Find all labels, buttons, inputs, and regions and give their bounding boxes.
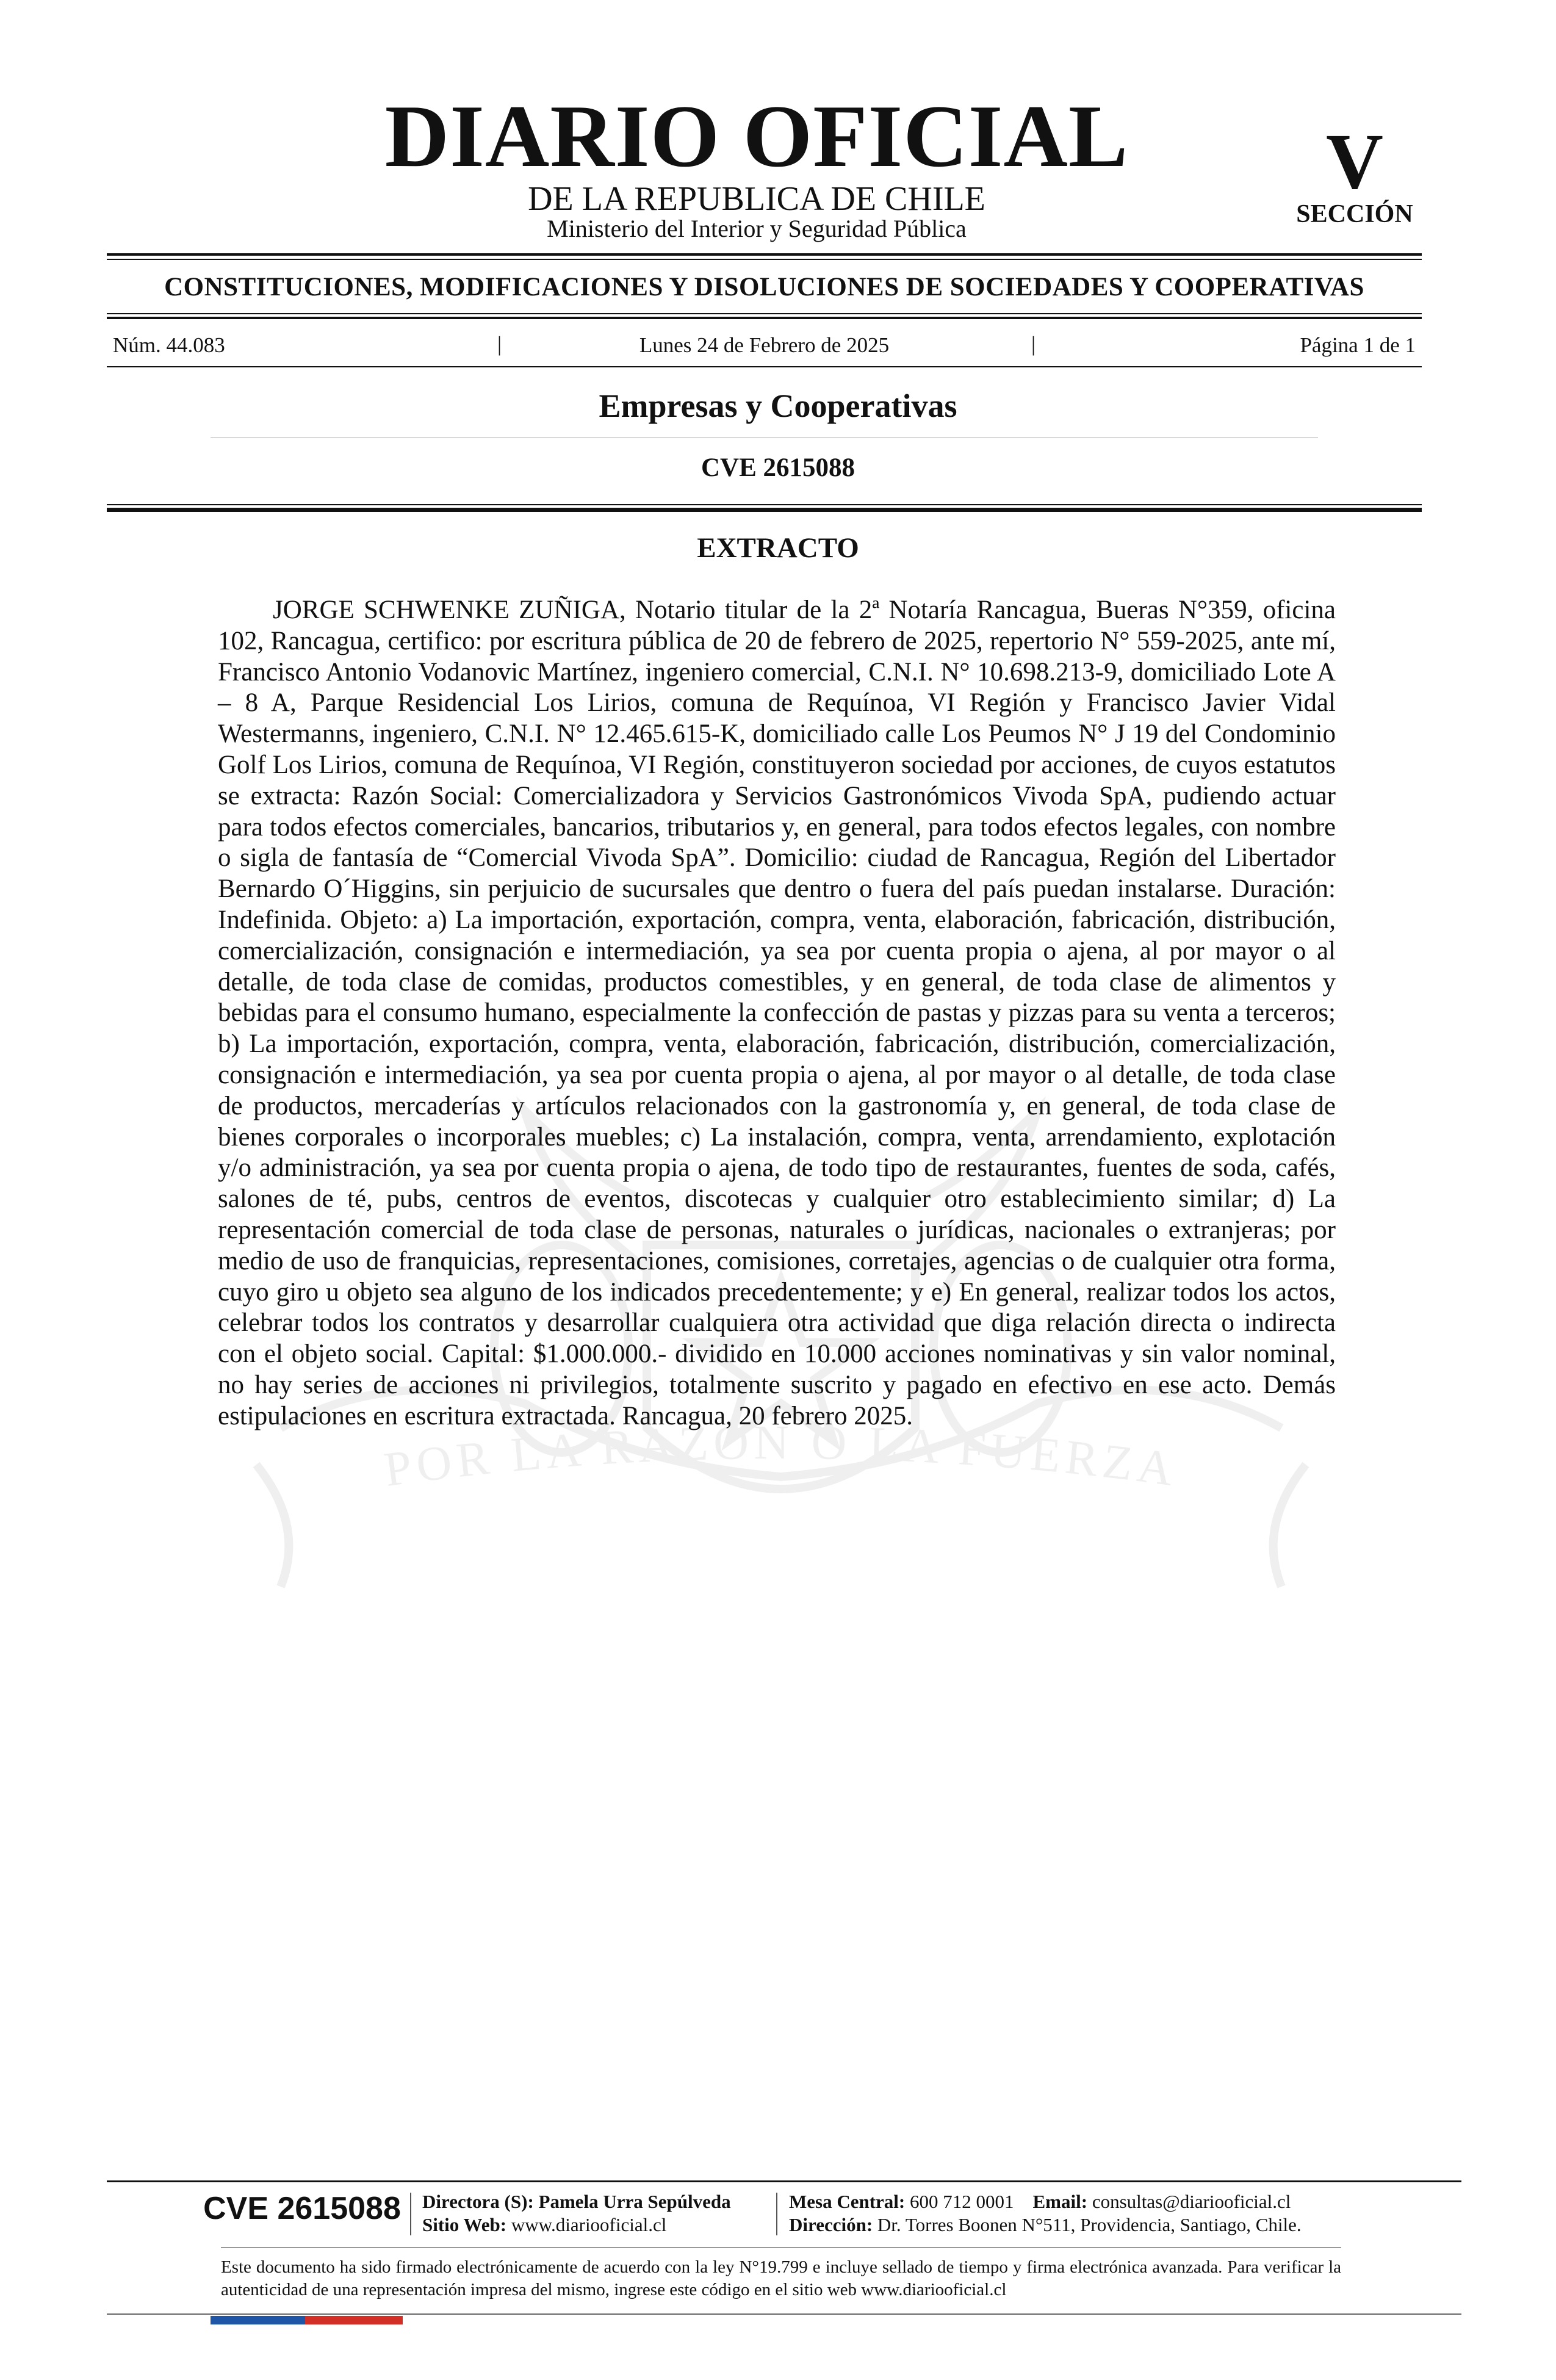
extract-body: JORGE SCHWENKE ZUÑIGA, Notario titular de la 2ª Notaría Rancagua, Bueras N°359, oficina 102, Rancagua, certifico: por escritura pública de 20 de febrero de 2025, repertorio N° 559-2025, ante mí, Francisco Antonio Vodanovic Martínez, ingeniero comercial, C.N.I. N° 10.698.213-9, domiciliado Lote A – 8 A, Parque Residencial Los Lirios, comuna de Requínoa, VI Región y Francisco Javier Vidal Westermanns, ingeniero, C.N.I. N° 12.465.615-K, domiciliado calle Los Peumos N° J 19 del Condominio Golf Los Lirios, comuna de Requínoa, VI Región, constituyeron sociedad por acciones, de cuyos estatutos se extracta: Razón Social: Comercializadora y Servicios Gastronómicos Vivoda SpA, pudiendo actuar para todos efectos comerciales, bancarios, tributarios y, en general, para todos efectos legales, con nombre o sigla de fantasía de “Comercial Vivoda SpA”. Domicilio: ciudad de Rancagua, Región del Libertador Bernardo O´Higgins, sin perjuicio de sucursales que dentro o fuera del país puedan instalarse. Duración: Indefinida. Objeto: a) La importación, exportación, compra, venta, elaboración, fabricación, distribución, comercialización, consignación e intermediación, ya sea por cuenta propia o ajena, al por mayor o al detalle, de toda clase de comidas, productos comestibles, y en general, de toda clase de alimentos y bebidas para el consumo humano, especialmente la confección de pastas y pizzas para su venta a terceros; b) La importación, exportación, compra, venta, elaboración, fabricación, distribución, comercialización, consignación e intermediación, ya sea por cuenta propia o ajena, al por mayor o al detalle, de toda clase de productos, mercaderías y artículos relacionados con la gastronomía y, en general, de toda clase de bienes corporales o incorporales muebles; c) La instalación, compra, venta, arrendamiento, explotación y/o administración, ya sea por cuenta propia o ajena, de todo tipo de restaurantes, fuentes de soda, cafés, salones de té, pubs, centros de eventos, discotecas y cualquier otro establecimiento similar; d) La representación comercial de toda clase de personas, naturales o jurídicas, nacionales o extranjeras; por medio de uso de franquicias, representaciones, comisiones, corretajes, agencias o de cualquier otra forma, cuyo giro u objeto sea alguno de los indicados precedentemente; y e) En general, realizar todos los actos, celebrar todos los contratos y desarrollar cualquiera otra actividad que diga relación directa o indirecta con el objeto social. Capital: $1.000.000.- dividido en 10.000 acciones nominativas y sin valor nominal, no hay series de acciones ni privilegios, totalmente suscrito y pagado en efectivo en ese acto. Demás estipulaciones en escritura extractada. Rancagua, 20 febrero 2025.	[218, 596, 1336, 1430]
contact-line	[789, 2190, 1302, 2213]
section-title: CONSTITUCIONES, MODIFICACIONES Y DISOLUCIONES DE SOCIEDADES Y COOPERATIVAS	[164, 273, 1364, 301]
page-count: Página 1 de 1	[1300, 333, 1416, 357]
footer-contact-block	[789, 2190, 1302, 2237]
footer-inner-rule	[221, 2247, 1341, 2248]
rule-top	[107, 253, 1422, 256]
footer-cve-code: CVE 2615088	[203, 2191, 401, 2226]
director-line	[422, 2190, 731, 2213]
category-divider	[211, 437, 1318, 438]
web-label: Sitio Web:	[422, 2214, 507, 2235]
footer-rule-top	[107, 2180, 1461, 2182]
footer-divider	[776, 2193, 777, 2235]
rule-mid-thick	[107, 317, 1422, 319]
issue-date: Lunes 24 de Febrero de 2025	[639, 333, 890, 357]
footer-legal-note: Este documento ha sido firmado electrónicamente de acuerdo con la ley N°19.799 e incluye sellado de tiempo y firma electrónica avanzada. Para verificar la autenticidad de una representación impresa del mismo, ingrese este código en el sitio web www.diariooficial.cl	[221, 2257, 1341, 2299]
footer-director-block	[422, 2190, 731, 2237]
rule-cve-thin	[107, 504, 1422, 505]
rule-top-thin	[107, 259, 1422, 260]
address-line	[789, 2213, 1302, 2237]
director-name: Pamela Urra Sepúlveda	[538, 2191, 731, 2212]
meta-separator: |	[1031, 332, 1036, 356]
phone-value: 600 712 0001	[910, 2191, 1014, 2212]
watermark-motto: POR LA RAZÓN O LA FUERZA	[381, 1415, 1181, 1497]
address-label: Dirección:	[789, 2214, 873, 2235]
rule-cve-thick	[107, 508, 1422, 512]
flag-stripe-red	[305, 2316, 403, 2324]
web-line	[422, 2213, 731, 2237]
flag-stripe-blue	[211, 2316, 305, 2324]
issue-number: Núm. 44.083	[113, 333, 225, 357]
meta-separator: |	[497, 332, 502, 356]
footer-rule-bottom	[107, 2313, 1461, 2315]
director-label: Directora (S):	[422, 2191, 534, 2212]
ministry-text: Ministerio del Interior y Seguridad Pública	[547, 215, 967, 242]
section-letter: V	[1326, 118, 1383, 206]
document-heading: EXTRACTO	[697, 532, 859, 564]
web-link[interactable]: www.diariooficial.cl	[511, 2214, 667, 2235]
section-word: SECCIÓN	[1296, 200, 1413, 228]
footer-divider	[410, 2193, 411, 2235]
phone-label: Mesa Central:	[789, 2191, 906, 2212]
newspaper-title-text: DIARIO OFICIAL	[384, 87, 1129, 186]
email-label: Email:	[1032, 2191, 1088, 2212]
newspaper-subtitle-text: DE LA REPUBLICA DE CHILE	[528, 180, 985, 218]
category-title: Empresas y Cooperativas	[599, 388, 957, 424]
cve-code: CVE 2615088	[701, 453, 855, 482]
email-link[interactable]: consultas@diariooficial.cl	[1092, 2191, 1291, 2212]
address-value: Dr. Torres Boonen N°511, Providencia, Santiago, Chile.	[877, 2214, 1302, 2235]
rule-mid	[107, 313, 1422, 314]
rule-meta-bottom	[107, 366, 1422, 367]
